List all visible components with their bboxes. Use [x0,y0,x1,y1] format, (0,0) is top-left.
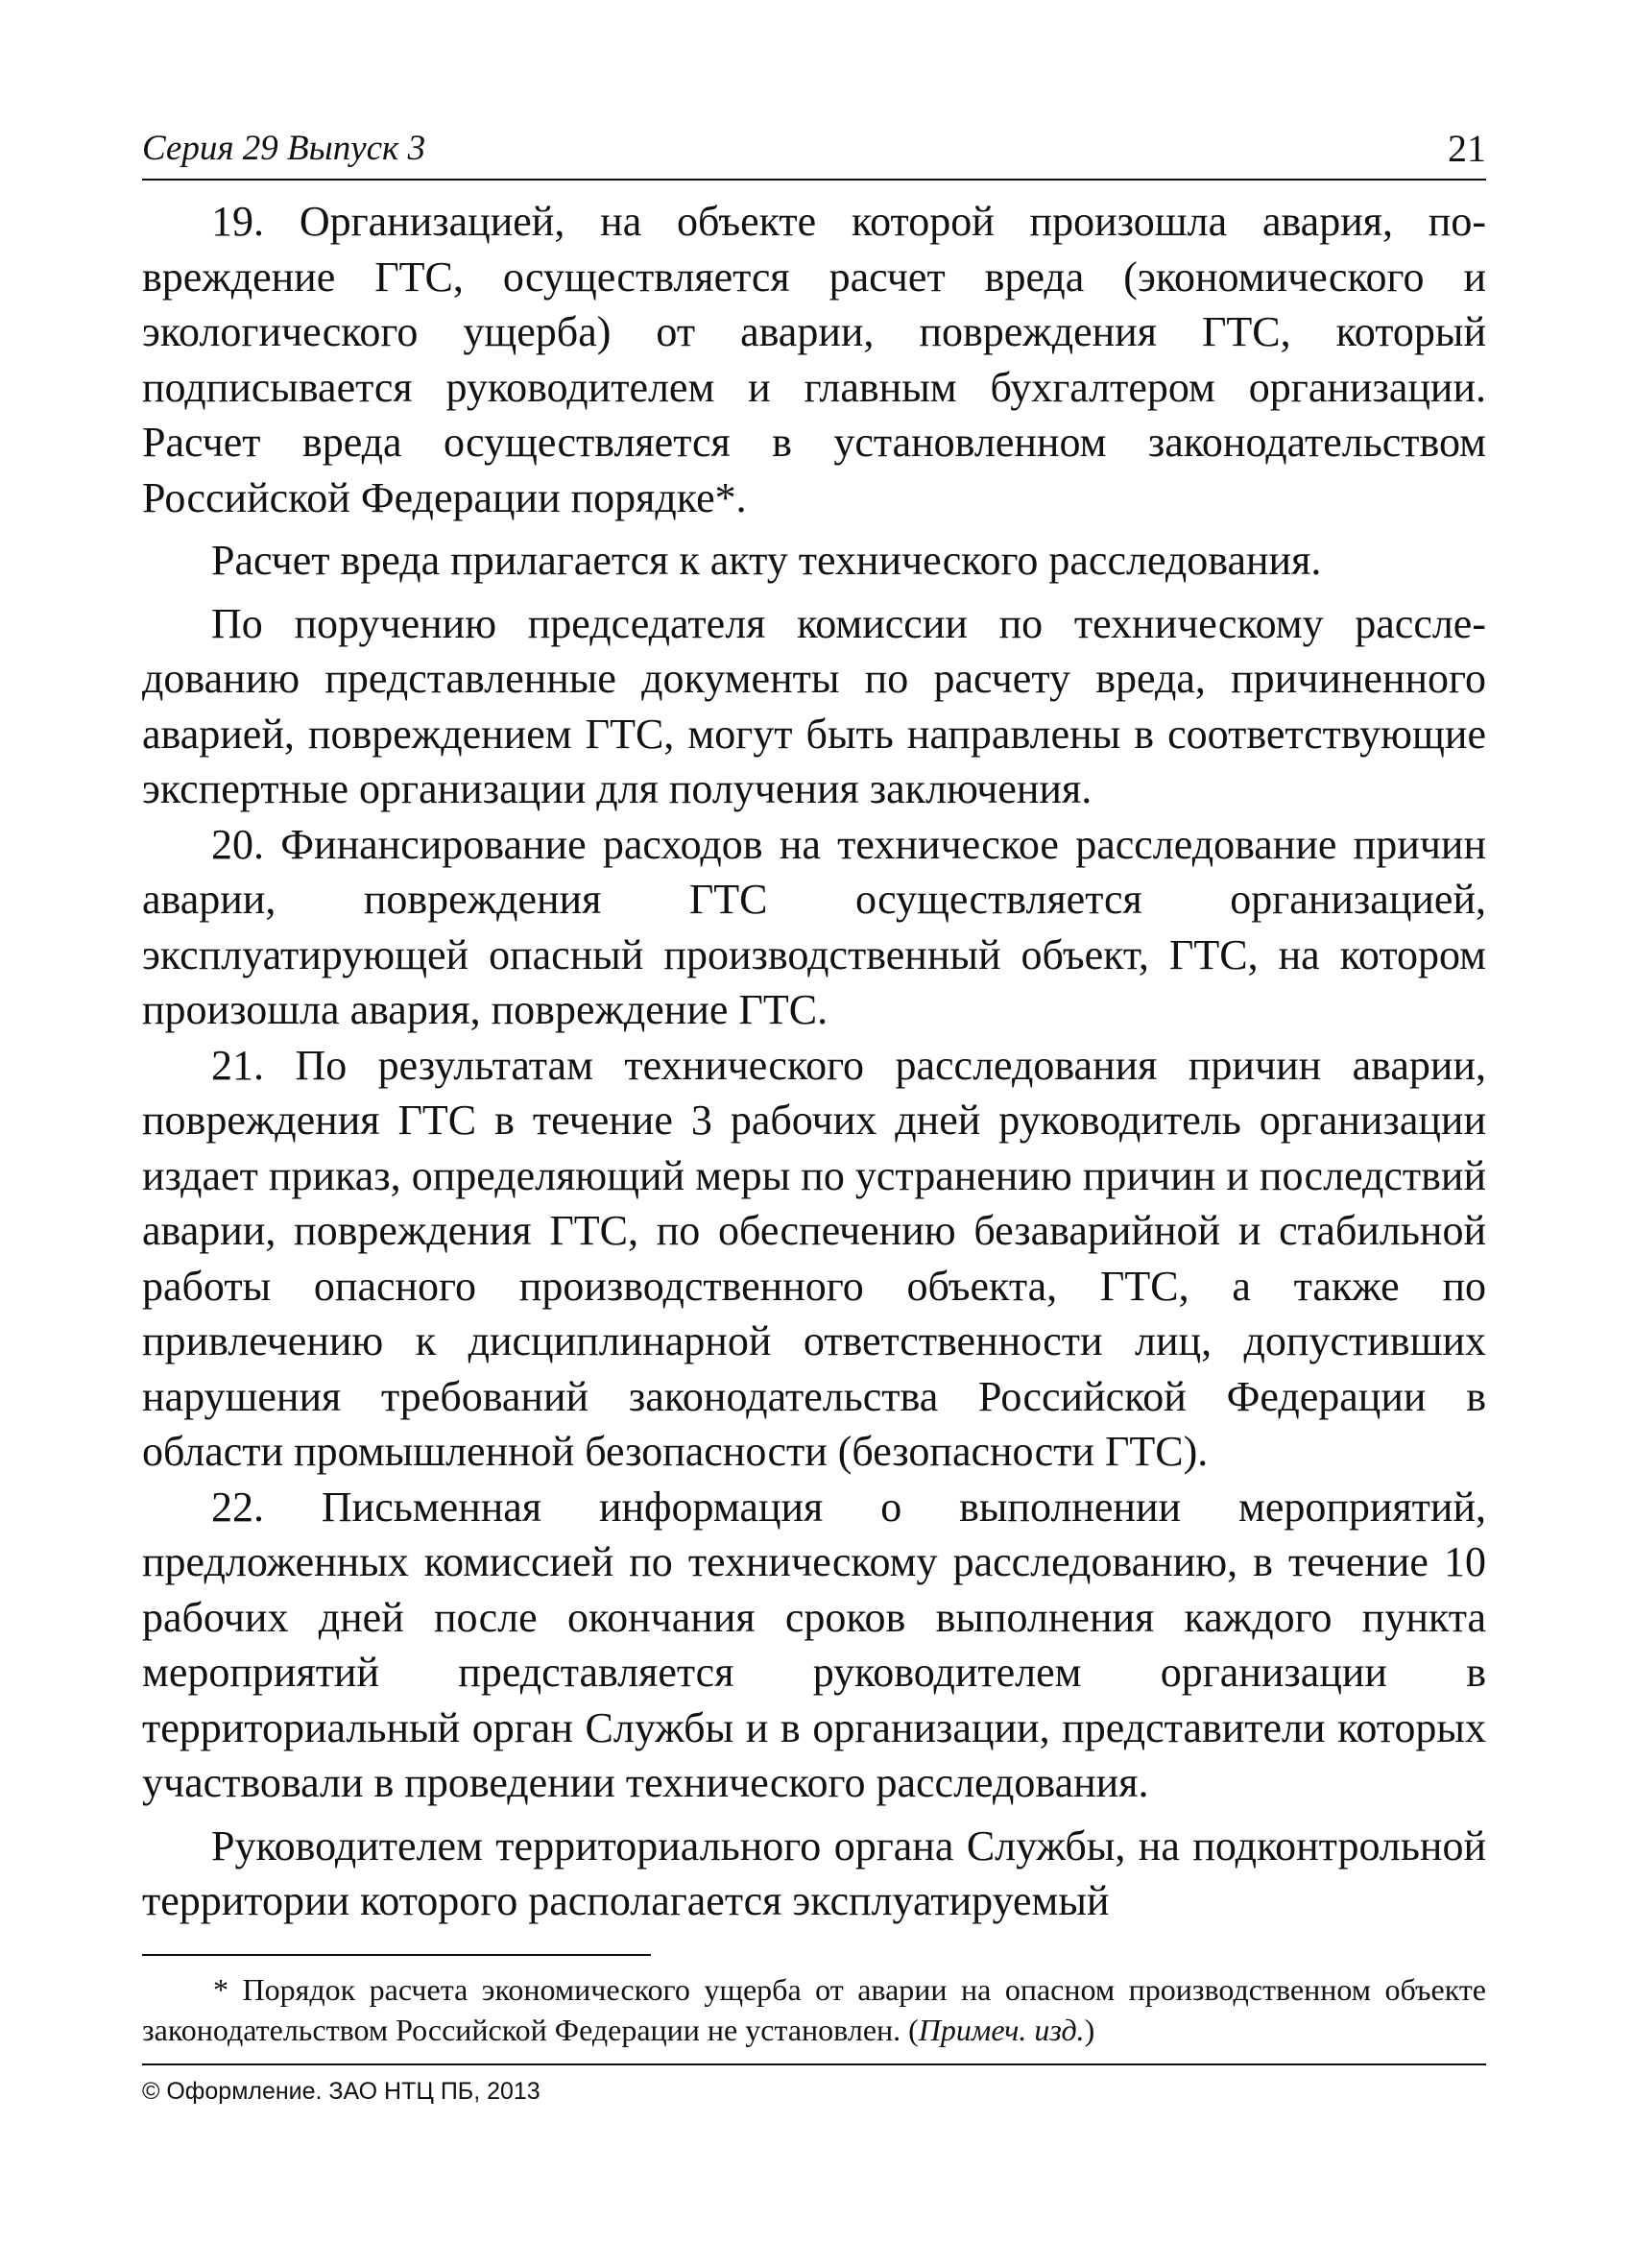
paragraph-expert-review: По поручению председателя комиссии по техническому расследованию представленные документы по расчету вреда, причиненного аварией, повреждением ГТС, могут быть направлены в соответствующие экспертные организации для получения заключения. [142,599,1486,812]
page-number: 21 [1448,127,1486,170]
footnote-text: * Порядок расчета экономического ущерба от аварии на опасном производственном объекте законодательством Российской Федерации не установлен. ( [142,1971,1486,2047]
copyright-divider [142,2063,1486,2065]
footnote-close: ) [1084,2012,1095,2047]
paragraph-21: 21. По результатам технического расследования причин аварии, повреждения ГТС в течение 3 рабочих дней руководитель организации издает приказ, определяющий меры по устранению причин и последствий аварии, повреждения ГТС, по обеспечению безаварийной и стабильной работы опасного производственного объекта, ГТС, а также по привлечению к дисциплинарной ответственности лиц, допустивших нарушения требований законодательства Российской Федерации в области промышленной безопасности (безопасности ГТС). [142,1041,1486,1475]
paragraph-damage-attached: Расчет вреда прилагается к акту технического расследования. [211,537,1322,584]
paragraph-22: 22. Письменная информация о выполнении мероприятий, предложенных комиссией по техническому расследованию, в течение 10 рабочих дней после окончания сроков выполнения каждого пункта мероприятий представляется руководителем организации в территориальный орган Службы и в организации, представители которых участвовали в проведении технического расследования. [142,1483,1486,1806]
footnote [142,1969,1486,2050]
body-text [142,194,1486,1929]
footnote-divider [142,1954,651,1956]
paragraph-territorial-head: Руководителем территориального органа Службы, на подконтрольной территории которого располагается эксплуатируемый [142,1822,1486,1924]
footnote-editor-note: Примеч. изд. [918,2012,1085,2047]
series-label: Серия 29 Выпуск 3 [142,129,426,168]
document-page [142,125,1486,2108]
running-header [142,125,1486,181]
paragraph-20: 20. Финансирование расходов на техническое расследование причин аварии, повреждения ГТС осуществляется организацией, эксплуатирующей опасный производственный объект, ГТС, на котором произошла авария, повреждение ГТС. [142,820,1486,1033]
paragraph-19: 19. Организацией, на объекте которой произошла авария, повреждение ГТС, осуществляется расчет вреда (экономического и экологического ущерба) от аварии, повреждения ГТС, который подписывается руководителем и главным бухгалтером организации. Расчет вреда осуществляется в установленном законодательством Российской Федерации порядке*. [142,198,1486,521]
copyright-notice: © Оформление. ЗАО НТЦ ПБ, 2013 [142,2077,540,2105]
